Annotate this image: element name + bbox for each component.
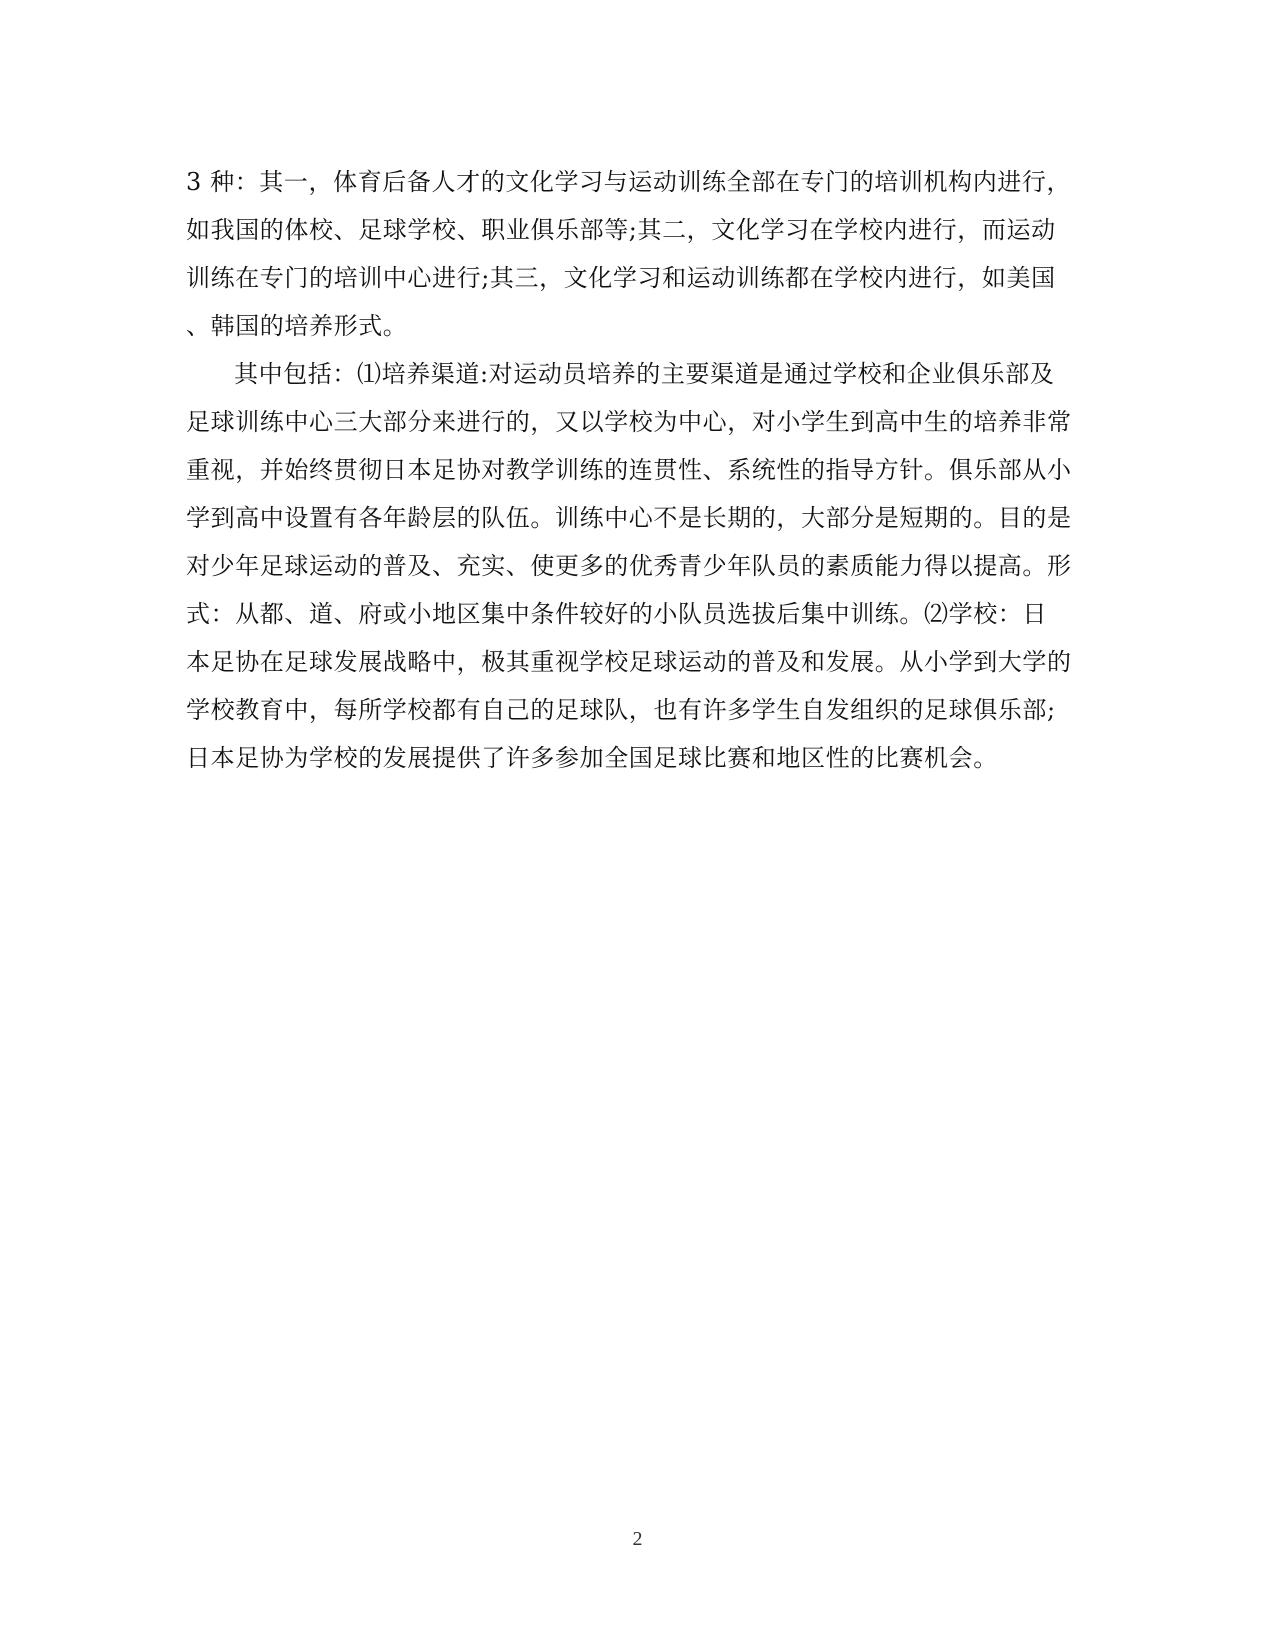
page-number: 2 — [632, 1528, 643, 1550]
text-line: 、韩国的培养形式。 — [186, 312, 408, 340]
text-line: 足球训练中心三大部分来进行的，又以学校为中心，对小学生到高中生的培养非常 — [186, 408, 1072, 436]
text-line: 重视，并始终贯彻日本足协对教学训练的连贯性、系统性的指导方针。俱乐部从小 — [186, 456, 1072, 484]
text-line: 日本足协为学校的发展提供了许多参加全国足球比赛和地区性的比赛机会。 — [186, 744, 998, 772]
document-body — [186, 158, 1094, 782]
paragraph-1 — [186, 158, 1094, 350]
paragraph-2 — [186, 350, 1094, 782]
text-line: 训练在专门的培训中心进行;其三，文化学习和运动训练都在学校内进行，如美国 — [186, 264, 1056, 292]
text-line: 如我国的体校、足球学校、职业俱乐部等;其二，文化学习在学校内进行，而运动 — [186, 216, 1056, 244]
text-line: 3 种：其一，体育后备人才的文化学习与运动训练全部在专门的培训机构内进行， — [186, 168, 1072, 196]
text-line: 学到高中设置有各年龄层的队伍。训练中心不是长期的，大部分是短期的。目的是 — [186, 504, 1072, 532]
text-line: 本足协在足球发展战略中，极其重视学校足球运动的普及和发展。从小学到大学的 — [186, 648, 1072, 676]
text-line: 式：从都、道、府或小地区集中条件较好的小队员选拔后集中训练。⑵学校：日 — [186, 600, 1047, 628]
text-line: 对少年足球运动的普及、充实、使更多的优秀青少年队员的素质能力得以提高。形 — [186, 552, 1072, 580]
text-line: 学校教育中，每所学校都有自己的足球队，也有许多学生自发组织的足球俱乐部; — [186, 696, 1056, 724]
text-line: 其中包括：⑴培养渠道:对运动员培养的主要渠道是通过学校和企业俱乐部及 — [234, 360, 1055, 388]
